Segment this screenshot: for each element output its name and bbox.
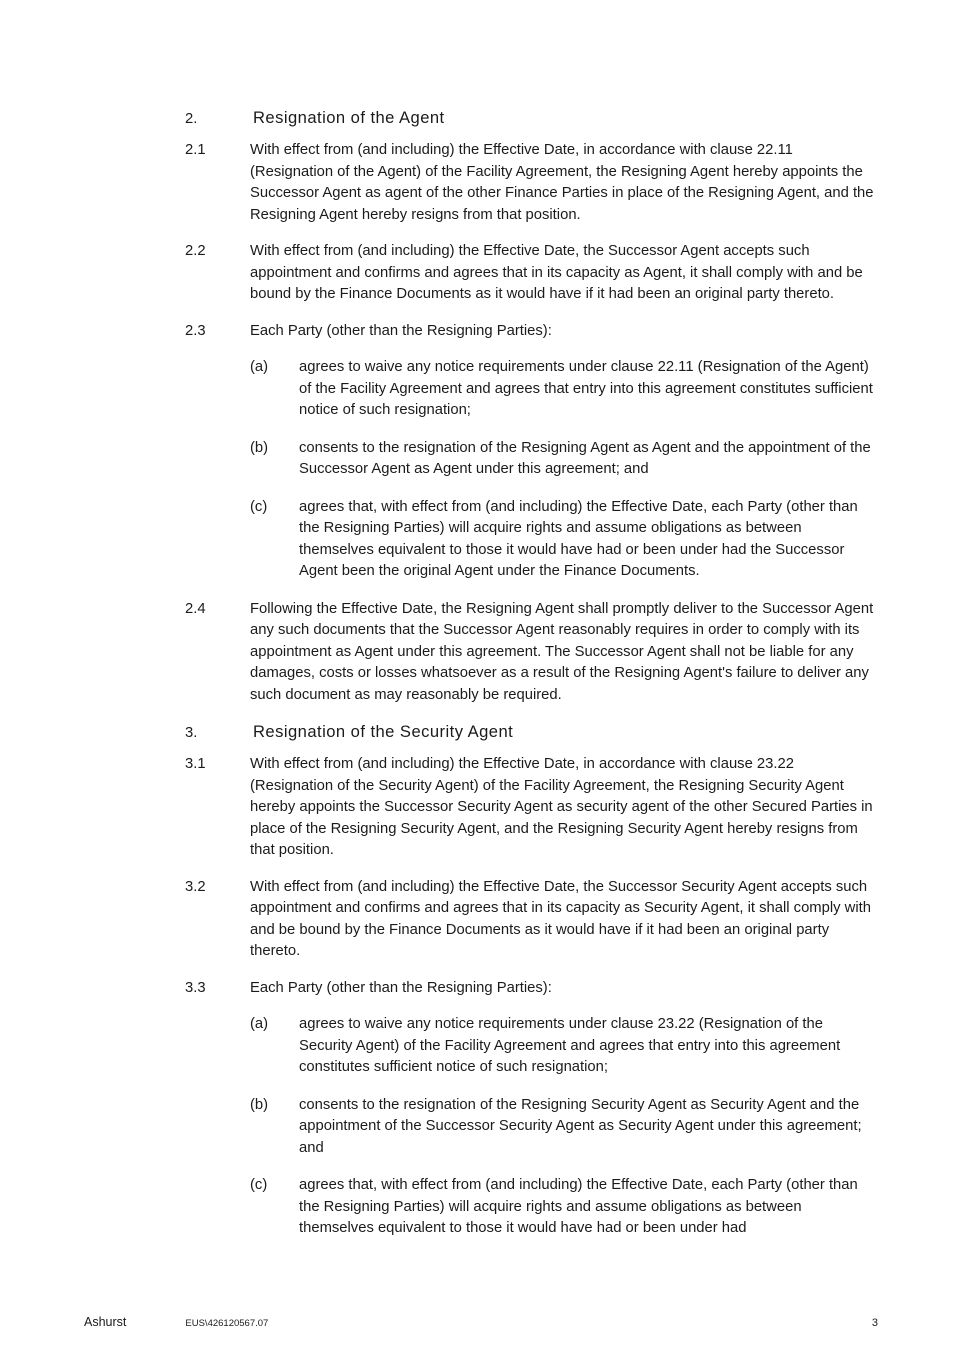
subclause <box>250 497 879 583</box>
subclause-letter: (b) <box>250 439 269 456</box>
footer <box>84 1315 878 1329</box>
clause <box>185 140 879 226</box>
subclause-text: agrees that, with effect from (and including) the Effective Date, each Party (other than the Resigning Parties) will acquire rights and assume obligations as between themselves equivalent to those it would have had or been under had <box>299 1177 858 1236</box>
clause-text: With effect from (and including) the Effective Date, the Successor Security Agent accepts such appointment and confirms and agrees that in its capacity as Security Agent, it shall comply with and be bound by the Finance Documents as it would have if it had been an original party thereto. <box>250 878 871 959</box>
clause-text: Following the Effective Date, the Resigning Agent shall promptly deliver to the Successor Agent any such documents that the Successor Agent reasonably requires in order to comply with its appointment as Agent under this agreement. The Successor Agent shall not be liable for any damages, costs or losses whatsoever as a result of the Resigning Agent's failure to deliver any such document as may reasonably be required. <box>250 600 874 703</box>
clause-text: Each Party (other than the Resigning Parties): <box>250 979 552 996</box>
section-heading <box>185 107 879 130</box>
section <box>185 721 879 1240</box>
footer-firm-name: Ashurst <box>84 1315 127 1329</box>
clause-number: 3.1 <box>185 756 206 772</box>
subclause-text: consents to the resignation of the Resigning Agent as Agent and the appointment of the Successor Agent as Agent under this agreement; and <box>299 439 871 477</box>
clause-text: With effect from (and including) the Effective Date, in accordance with clause 22.11 (Resignation of the Agent) of the Facility Agreement, the Resigning Agent hereby appoints the Successor Agent as agent of the other Finance Parties in place of the Resigning Agent, and the Resigning Agent hereby resigns from that position. <box>250 142 874 223</box>
section-number: 2. <box>185 111 198 127</box>
subclause-text: agrees to waive any notice requirements under clause 23.22 (Resignation of the Security Agent) of the Facility Agreement and agrees that entry into this agreement constitutes sufficient notice of such resignation; <box>299 1016 841 1075</box>
clause-number: 2.4 <box>185 600 206 617</box>
section-title: Resignation of the Security Agent <box>253 722 514 741</box>
section <box>185 107 879 706</box>
clause-text: With effect from (and including) the Effective Date, the Successor Agent accepts such appointment and confirms and agrees that in its capacity as Agent, it shall comply with and be bound by the Finance Documents as it would have if it had been an original party thereto. <box>250 243 863 302</box>
footer-page-number: 3 <box>871 1317 878 1329</box>
clause-number: 3.3 <box>185 979 206 996</box>
document-body <box>185 107 879 1256</box>
subclause-text: agrees that, with effect from (and including) the Effective Date, each Party (other than the Resigning Parties) will acquire rights and assume obligations as between themselves equivalent to those it would have had or been under had the Successor Agent been the original Agent under the Finance Documents. <box>299 498 858 579</box>
clause <box>185 754 879 862</box>
clause <box>185 877 879 963</box>
subclause-letter: (a) <box>250 1016 269 1032</box>
clause-text: With effect from (and including) the Effective Date, in accordance with clause 23.22 (Resignation of the Security Agent) of the Facility Agreement, the Resigning Security Agent hereby appoints the Successor Security Agent as security agent of the other Secured Parties in place of the Resigning Security Agent, and the Resigning Security Agent hereby resigns from that position. <box>250 756 873 858</box>
subclause <box>250 438 879 481</box>
subclause-letter: (c) <box>250 498 268 515</box>
clause-number: 2.2 <box>185 243 206 259</box>
clause-text: Each Party (other than the Resigning Parties): <box>250 322 552 339</box>
clause-number: 2.1 <box>185 142 206 158</box>
footer-document-reference: EUS\426120567.07 <box>185 1318 269 1329</box>
section-heading <box>185 721 879 744</box>
subclause <box>250 1095 879 1160</box>
subclause-letter: (b) <box>250 1096 269 1113</box>
section-title: Resignation of the Agent <box>253 108 445 127</box>
clause-number: 2.3 <box>185 322 206 339</box>
subclause-letter: (c) <box>250 1177 268 1193</box>
subclause-text: agrees to waive any notice requirements under clause 22.11 (Resignation of the Agent) of the Facility Agreement and agrees that entry into this agreement constitutes sufficient notice of such resignation; <box>299 359 873 418</box>
subclause-text: consents to the resignation of the Resigning Security Agent as Security Agent and the appointment of the Successor Security Agent as Security Agent under this agreement; and <box>299 1096 862 1156</box>
subclause <box>250 357 879 422</box>
clause <box>185 599 879 707</box>
subclause-letter: (a) <box>250 359 269 375</box>
clause <box>185 978 879 1000</box>
subclause <box>250 1014 879 1079</box>
clause <box>185 321 879 343</box>
clause <box>185 241 879 306</box>
section-number: 3. <box>185 725 198 741</box>
subclause <box>250 1175 879 1240</box>
clause-number: 3.2 <box>185 878 206 895</box>
